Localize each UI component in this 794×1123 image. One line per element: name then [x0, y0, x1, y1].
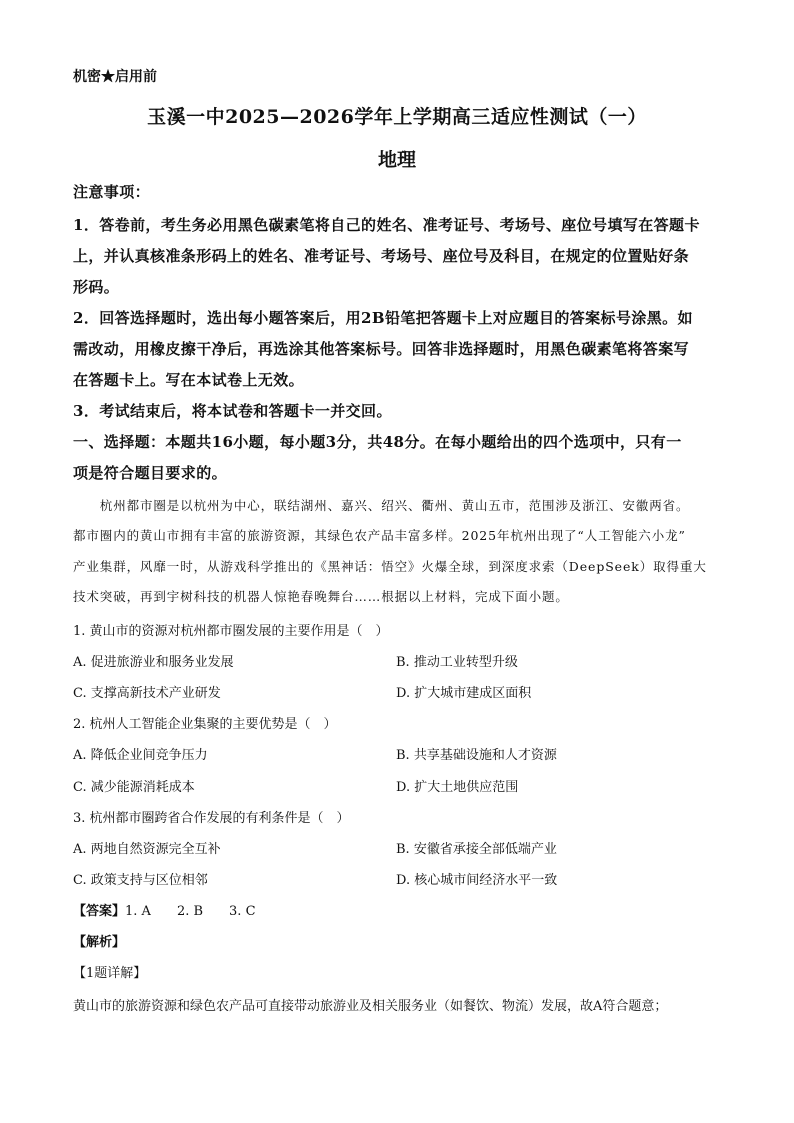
question-stem: 2. 杭州人工智能企业集聚的主要优势是（ ）	[73, 717, 337, 732]
notice-line: 2．回答选择题时，选出每小题答案后，用2B铅笔把答题卡上对应题目的答案标号涂黑。如	[73, 309, 693, 327]
detail-tag: 【1题详解】	[73, 966, 147, 981]
answer-tag: 【答案】	[73, 904, 126, 919]
subject-title: 地理	[377, 149, 416, 171]
notice-line: 需改动，用橡皮擦干净后，再选涂其他答案标号。回答非选择题时，用黑色碳素笔将答案写	[73, 340, 690, 358]
section-heading: 项是符合题目要求的。	[73, 464, 228, 482]
passage-line: 技术突破，再到宇树科技的机器人惊艳春晚舞台……根据以上材料，完成下面小题。	[73, 589, 569, 604]
answer-text: 1. A 2. B 3. C	[125, 904, 256, 919]
question-option: B. 推动工业转型升级	[396, 655, 518, 670]
notice-line: 3．考试结束后，将本试卷和答题卡一并交回。	[73, 402, 392, 420]
section-heading: 一、选择题：本题共16小题，每小题3分，共48分。在每小题给出的四个选项中，只有一	[73, 433, 682, 451]
exam-title: 玉溪一中2025—2026学年上学期高三适应性测试（一）	[147, 106, 647, 128]
notice-line: 形码。	[73, 278, 120, 296]
passage-line: 杭州都市圈是以杭州为中心，联结湖州、嘉兴、绍兴、衢州、黄山五市，范围涉及浙江、安徽两省。	[73, 498, 690, 513]
question-stem: 1. 黄山市的资源对杭州都市圈发展的主要作用是（ ）	[73, 624, 389, 639]
question-stem: 3. 杭州都市圈跨省合作发展的有利条件是（ ）	[73, 811, 350, 826]
question-option: A. 促进旅游业和服务业发展	[73, 655, 234, 670]
notice-line: 上，并认真核准条形码上的姓名、准考证号、考场号、座位号及科目，在规定的位置贴好条	[73, 247, 690, 265]
answer-line	[73, 900, 256, 919]
question-option: C. 减少能源消耗成本	[73, 780, 195, 795]
question-option: D. 核心城市间经济水平一致	[396, 873, 558, 888]
secret-mark: 机密★启用前	[73, 69, 157, 85]
detail-text: 黄山市的旅游资源和绿色农产品可直接带动旅游业及相关服务业（如餐饮、物流）发展，故A符合题意；	[73, 999, 668, 1014]
question-option: B. 共享基础设施和人才资源	[396, 748, 557, 763]
question-option: D. 扩大土地供应范围	[396, 780, 519, 795]
question-option: C. 政策支持与区位相邻	[73, 873, 208, 888]
passage-line: 产业集群，风靡一时，从游戏科学推出的《黑神话：悟空》火爆全球，到深度求索（DeepSeek）取得重大	[73, 559, 707, 574]
question-option: C. 支撑高新技术产业研发	[73, 686, 221, 701]
notice-line: 在答题卡上。写在本试卷上无效。	[73, 371, 305, 389]
notice-heading: 注意事项：	[73, 183, 151, 201]
question-option: D. 扩大城市建成区面积	[396, 686, 532, 701]
question-option: B. 安徽省承接全部低端产业	[396, 842, 557, 857]
passage-line: 都市圈内的黄山市拥有丰富的旅游资源，其绿色农产品丰富多样。2025年杭州出现了“人工智能六小龙”	[73, 528, 686, 543]
analysis-tag: 【解析】	[73, 935, 126, 950]
notice-line: 1．答卷前，考生务必用黑色碳素笔将自己的姓名、准考证号、考场号、座位号填写在答题卡	[73, 216, 700, 234]
question-option: A. 两地自然资源完全互补	[73, 842, 221, 857]
question-option: A. 降低企业间竞争压力	[73, 748, 208, 763]
